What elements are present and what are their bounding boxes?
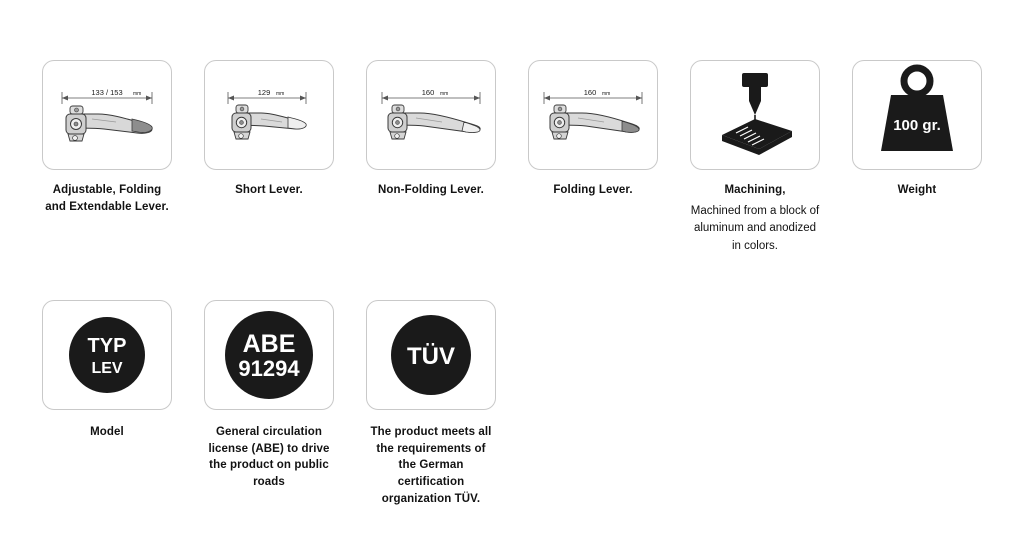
lever-folding-icon bbox=[530, 62, 656, 168]
weight-thumb bbox=[852, 60, 982, 170]
weight-icon bbox=[857, 63, 977, 167]
cert-caption: The product meets all the requirements of the German certification organization TÜV. bbox=[370, 426, 492, 505]
dimension-label: 160 bbox=[421, 88, 435, 97]
dimension-label: 129 bbox=[257, 88, 271, 97]
feature-item-adjustable-folding-extendable-lever bbox=[42, 60, 172, 215]
feature-item-non-folding-lever bbox=[366, 60, 496, 199]
dimension-unit: mm bbox=[276, 91, 285, 97]
cert-item-abe bbox=[204, 300, 334, 491]
caption-line-2: and Extendable Lever. bbox=[45, 200, 169, 213]
feature-row-1 bbox=[42, 60, 982, 256]
abe-badge-icon bbox=[213, 304, 325, 406]
feature-caption: Folding Lever. bbox=[553, 184, 633, 196]
cert-caption: General circulation license (ABE) to drive the product on public roads bbox=[208, 426, 330, 489]
feature-item-machining bbox=[690, 60, 820, 256]
cert-item-tuv bbox=[366, 300, 496, 507]
feature-caption bbox=[45, 182, 169, 215]
feature-caption: Non-Folding Lever. bbox=[378, 184, 484, 196]
lever-non-folding-thumb bbox=[366, 60, 496, 170]
feature-subcaption: Machined from a block of aluminum and anodized in colors. bbox=[690, 204, 820, 253]
cert-caption: Model bbox=[90, 426, 124, 439]
abe-badge-line-2: 91294 bbox=[238, 356, 300, 382]
machining-thumb bbox=[690, 60, 820, 170]
feature-item-short-lever bbox=[204, 60, 334, 199]
tuv-badge-icon bbox=[376, 305, 486, 405]
model-badge-icon bbox=[52, 305, 162, 405]
dimension-unit: mm bbox=[440, 91, 449, 97]
abe-badge-line-1: ABE bbox=[242, 330, 296, 359]
dimension-unit: mm bbox=[133, 91, 142, 97]
feature-caption: Machining, bbox=[724, 184, 786, 196]
dimension-label: 133 / 153 bbox=[91, 88, 123, 97]
feature-grid bbox=[42, 60, 982, 507]
caption-line-1: Adjustable, Folding bbox=[52, 184, 162, 196]
dimension-label: 160 bbox=[583, 88, 597, 97]
feature-caption: Weight bbox=[897, 184, 937, 196]
cnc-machining-icon bbox=[700, 65, 810, 165]
model-badge-thumb bbox=[42, 300, 172, 410]
tuv-badge-thumb bbox=[366, 300, 496, 410]
feature-item-folding-lever bbox=[528, 60, 658, 199]
abe-badge-thumb bbox=[204, 300, 334, 410]
model-badge-line-1: TYP bbox=[87, 335, 127, 358]
lever-adjustable-thumb bbox=[42, 60, 172, 170]
model-badge-line-2: LEV bbox=[91, 360, 123, 378]
lever-adjustable-icon bbox=[44, 62, 170, 168]
weight-value: 100 gr. bbox=[893, 117, 941, 134]
lever-short-icon bbox=[206, 62, 332, 168]
dimension-unit: mm bbox=[602, 91, 611, 97]
feature-caption: Short Lever. bbox=[235, 184, 303, 196]
lever-folding-thumb bbox=[528, 60, 658, 170]
feature-row-2 bbox=[42, 300, 982, 507]
cert-item-model bbox=[42, 300, 172, 441]
lever-short-thumb bbox=[204, 60, 334, 170]
tuv-badge-label: TÜV bbox=[407, 343, 455, 371]
feature-item-weight bbox=[852, 60, 982, 199]
lever-non-folding-icon bbox=[368, 62, 494, 168]
